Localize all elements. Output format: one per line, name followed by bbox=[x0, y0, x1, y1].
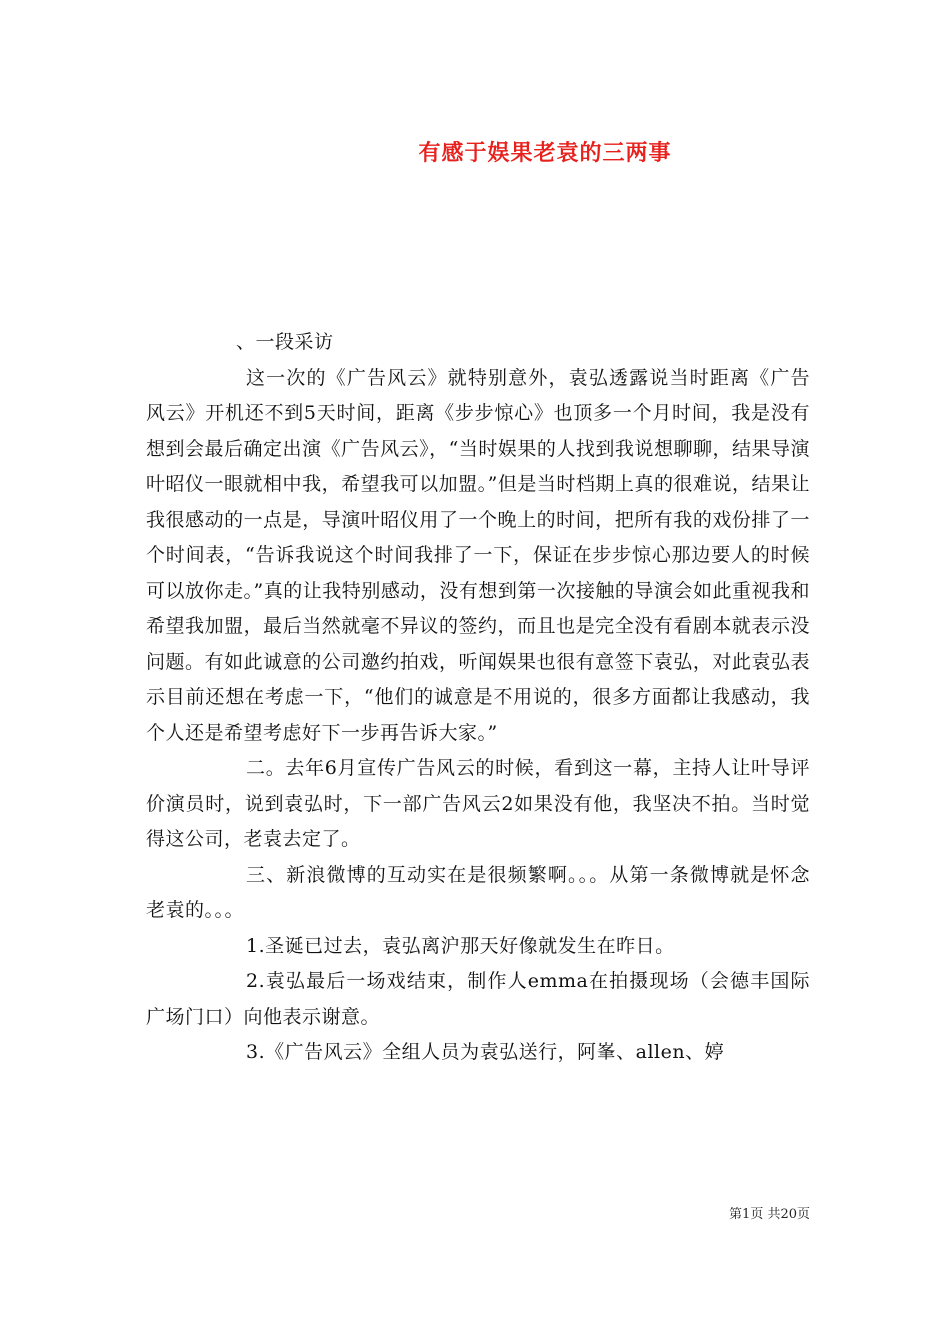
document-title: 有感于娱果老袁的三两事 bbox=[418, 140, 672, 166]
list-item: 3.《广告风云》全组人员为袁弘送行，阿峯、allen、婷 bbox=[246, 1041, 725, 1063]
page-footer: 第1页 共20页 bbox=[729, 1207, 810, 1222]
document-body bbox=[146, 325, 810, 1071]
paragraph: 这一次的《广告风云》就特别意外，袁弘透露说当时距离《广告风云》开机还不到5天时间，距离《步步惊心》也顶多一个月时间，我是没有想到会最后确定出演《广告风云》，“当时娱果的人找到我说想聊聊，结果导演叶昭仪一眼就相中我，希望我可以加盟。”但是当时档期上真的很难说，结果让我很感动的一点是，导演叶昭仪用了一个晚上的时间，把所有我的戏份排了一个时间表，“告诉我说这个时间我排了一下，保证在步步惊心那边要人的时候可以放你走。”真的让我特别感动，没有想到第一次接触的导演会如此重视我和希望我加盟，最后当然就毫不异议的签约，而且也是完全没有看剧本就表示没问题。有如此诚意的公司邀约拍戏，听闻娱果也很有意签下袁弘，对此袁弘表示目前还想在考虑一下，“他们的诚意是不用说的，很多方面都让我感动，我个人还是希望考虑好下一步再告诉大家。” bbox=[146, 366, 810, 744]
paragraph: 三、新浪微博的互动实在是很频繁啊。。。从第一条微博就是怀念老袁的。。。 bbox=[146, 863, 810, 921]
section-heading: 、一段采访 bbox=[236, 331, 334, 353]
list-item: 1.圣诞已过去，袁弘离沪那天好像就发生在昨日。 bbox=[246, 934, 675, 957]
list-item: 2.袁弘最后一场戏结束，制作人emma在拍摄现场（会德丰国际广场门口）向他表示谢意。 bbox=[146, 970, 810, 1028]
paragraph: 二。去年6月宣传广告风云的时候，看到这一幕，主持人让叶导评价演员时，说到袁弘时，下一部广告风云2如果没有他，我坚决不拍。当时觉得这公司，老袁去定了。 bbox=[146, 757, 810, 850]
